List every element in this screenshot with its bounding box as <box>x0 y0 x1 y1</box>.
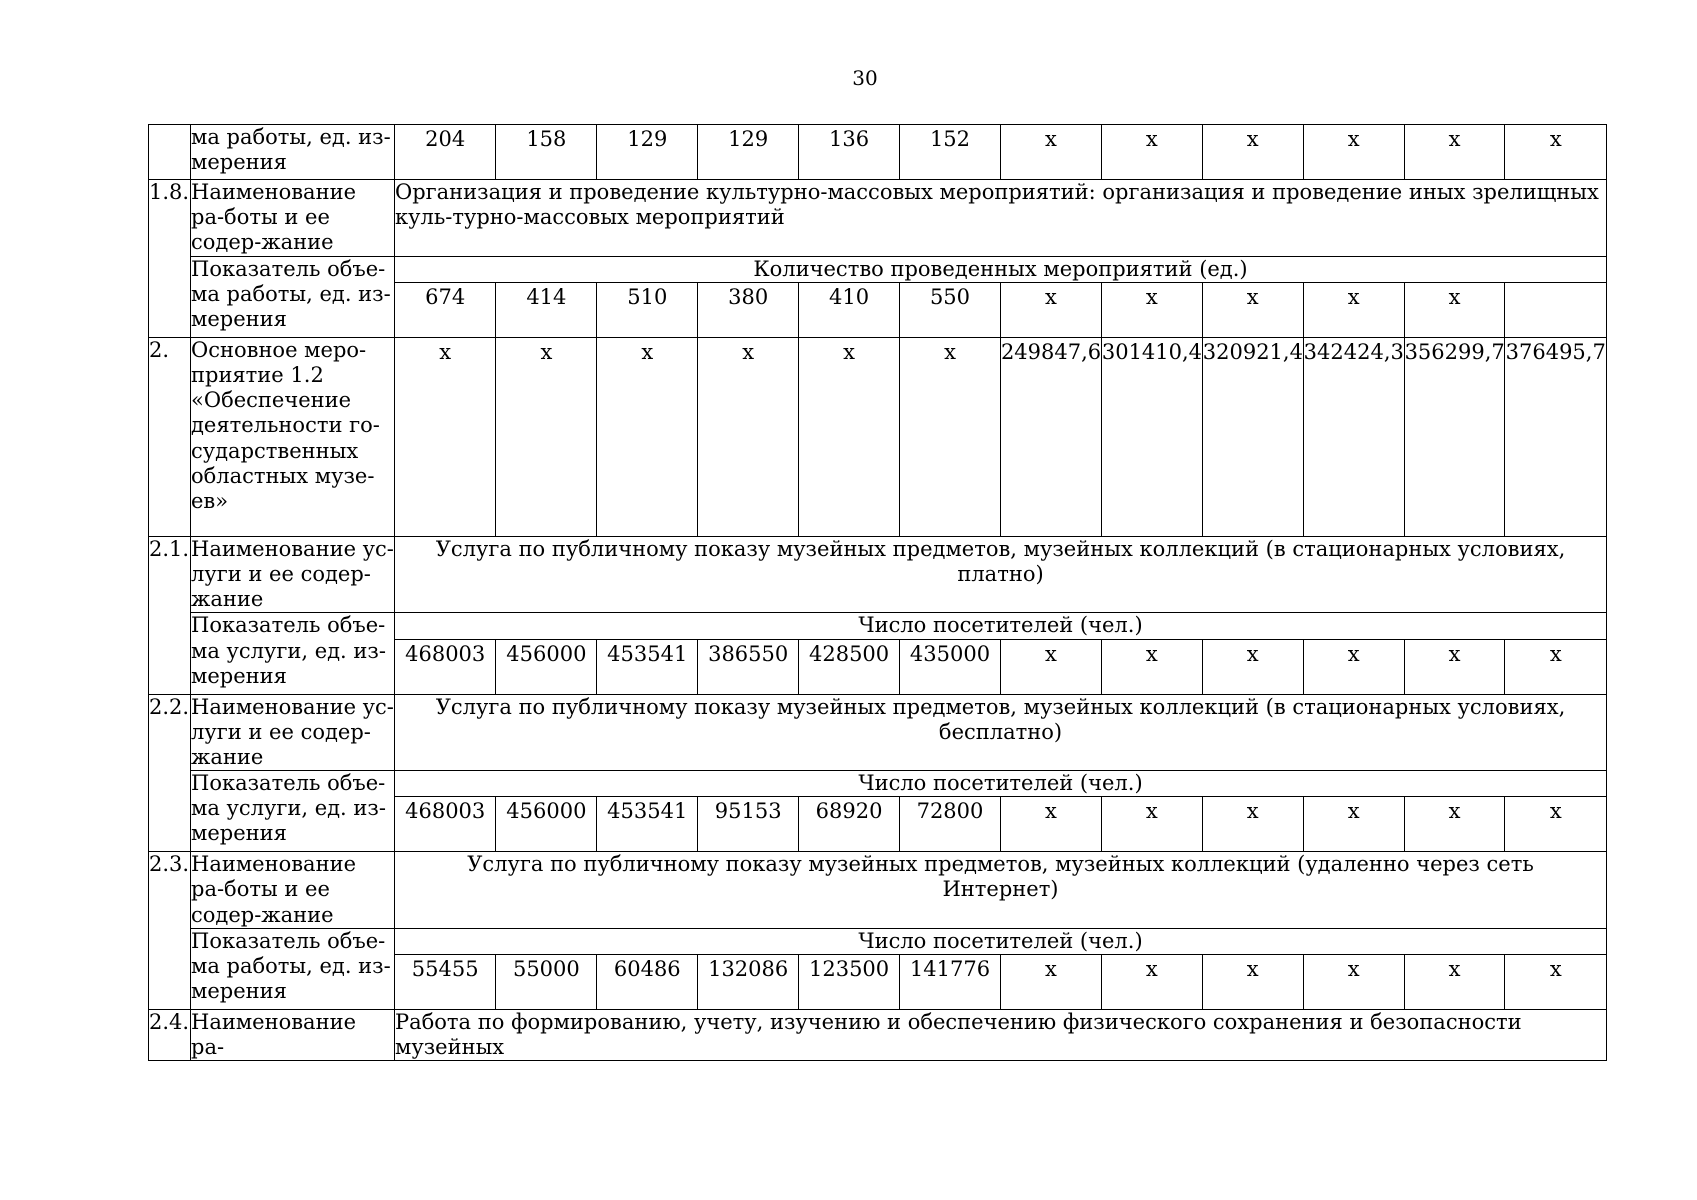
value-cell: 129 <box>597 125 698 179</box>
value-cell: 60486 <box>597 955 698 1009</box>
work-description: Работа по формированию, учету, изучению и обеспечению физического сохранения и безопасности музейных <box>395 1010 1607 1061</box>
row-label: Наименование ра- <box>191 1010 395 1061</box>
value-cell: х <box>1202 283 1303 337</box>
value-cell: х <box>1101 797 1202 851</box>
value-cell: 456000 <box>496 797 597 851</box>
value-cell: 55000 <box>496 955 597 1009</box>
row-number: 2.2. <box>149 694 191 852</box>
value-cell: х <box>1404 125 1505 179</box>
value-cell: х <box>1000 283 1101 337</box>
values-grid <box>395 283 1606 337</box>
row-number: 2.4. <box>149 1010 191 1061</box>
values-grid <box>395 125 1606 179</box>
value-cell: 72800 <box>900 797 1001 851</box>
table-row <box>149 536 1607 613</box>
values-grid <box>395 797 1606 851</box>
value-cell: 320921,4 <box>1202 338 1303 536</box>
row-label: Показатель объе-ма услуги, ед. из-мерения <box>191 771 395 852</box>
value-cell: х <box>1303 797 1404 851</box>
value-cell: х <box>1505 640 1606 694</box>
work-description: Организация и проведение культурно-массовых мероприятий: организация и проведение иных зрелищных куль-турно-массовых мероприятий <box>395 180 1607 257</box>
value-cell: х <box>1101 125 1202 179</box>
value-cell: 132086 <box>698 955 799 1009</box>
row-number: 2.3. <box>149 852 191 1010</box>
indicator-name: Число посетителей (чел.) <box>395 928 1607 954</box>
value-cell: 435000 <box>900 640 1001 694</box>
value-cell: 550 <box>900 283 1001 337</box>
table-row <box>149 613 1607 639</box>
indicators-table <box>148 124 1607 1061</box>
value-cell: х <box>1000 797 1101 851</box>
values-grid <box>395 338 1606 536</box>
row-number: 1.8. <box>149 180 191 338</box>
service-description: Услуга по публичному показу музейных предметов, музейных коллекций (в стационарных условиях, платно) <box>395 536 1607 613</box>
value-cell: х <box>799 338 900 536</box>
value-cell: 158 <box>496 125 597 179</box>
value-cell: 453541 <box>597 797 698 851</box>
value-cell: 95153 <box>698 797 799 851</box>
row-label: Показатель объе-ма услуги, ед. из-мерения <box>191 613 395 694</box>
value-cell: х <box>1202 955 1303 1009</box>
table-row <box>149 125 1607 180</box>
service-description: Услуга по публичному показу музейных предметов, музейных коллекций (удаленно через сеть Интернет) <box>395 852 1607 929</box>
value-cell: 428500 <box>799 640 900 694</box>
value-cell: 249847,6 <box>1000 338 1101 536</box>
table-row <box>149 337 1607 536</box>
value-cell: 129 <box>698 125 799 179</box>
value-cell: х <box>1000 640 1101 694</box>
value-cell: 386550 <box>698 640 799 694</box>
page-number: 30 <box>852 66 878 90</box>
value-cell: 342424,3 <box>1303 338 1404 536</box>
row-label: Наименование ус-луги и ее содер-жание <box>191 694 394 769</box>
value-cell: х <box>1303 283 1404 337</box>
row-label: Наименование ра-боты и ее содер-жание <box>191 180 395 257</box>
value-cell: 68920 <box>799 797 900 851</box>
value-cell: х <box>1505 955 1606 1009</box>
row-number: 2. <box>149 337 191 536</box>
value-cell: х <box>900 338 1001 536</box>
table-row <box>149 771 1607 797</box>
value-cell: х <box>1505 797 1606 851</box>
value-cell: х <box>1202 125 1303 179</box>
value-cell: х <box>1202 640 1303 694</box>
indicator-name: Число посетителей (чел.) <box>395 771 1607 797</box>
row-label: Наименование ус-луги и ее содер-жание <box>191 536 394 612</box>
value-cell: 380 <box>698 283 799 337</box>
value-cell: 123500 <box>799 955 900 1009</box>
value-cell: х <box>1404 283 1505 337</box>
indicator-name: Число посетителей (чел.) <box>395 613 1607 639</box>
value-cell: х <box>496 338 597 536</box>
value-cell <box>1505 283 1606 337</box>
value-cell: х <box>439 339 452 364</box>
row-label: Основное меро-приятие 1.2 «Обеспечение деятельности го-сударственных областных музе-ев» <box>191 337 395 536</box>
value-cell: 141776 <box>900 955 1001 1009</box>
value-cell: 410 <box>799 283 900 337</box>
value-cell: 453541 <box>597 640 698 694</box>
value-cell: 468003 <box>405 641 486 666</box>
value-cell: х <box>1404 640 1505 694</box>
value-cell: х <box>597 338 698 536</box>
values-grid <box>395 640 1606 694</box>
value-cell: 376495,7 <box>1505 338 1606 536</box>
value-cell: 674 <box>425 284 466 309</box>
values-grid <box>395 955 1606 1009</box>
row-label: Показатель объе-ма работы, ед. из-мерения <box>191 928 395 1009</box>
value-cell: х <box>1505 125 1606 179</box>
value-cell: х <box>1101 640 1202 694</box>
value-cell: х <box>1202 797 1303 851</box>
value-cell: х <box>1303 125 1404 179</box>
value-cell: х <box>698 338 799 536</box>
value-cell: 510 <box>597 283 698 337</box>
row-label: Наименование ра-боты и ее содер-жание <box>191 852 395 929</box>
value-cell: 468003 <box>405 799 486 824</box>
service-description: Услуга по публичному показу музейных предметов, музейных коллекций (в стационарных условиях, бесплатно) <box>395 694 1607 771</box>
row-number: 2.1. <box>149 536 191 694</box>
table-row <box>149 694 1607 771</box>
value-cell: 204 <box>425 127 466 151</box>
value-cell: 356299,7 <box>1404 338 1505 536</box>
indicator-name: Количество проведенных мероприятий (ед.) <box>395 256 1607 282</box>
table-row <box>149 852 1607 929</box>
value-cell: х <box>1404 955 1505 1009</box>
value-cell: х <box>1000 125 1101 179</box>
value-cell: х <box>1303 640 1404 694</box>
table-row <box>149 256 1607 282</box>
table-row <box>149 180 1607 257</box>
row-label: Показатель объе-ма работы, ед. из-мерения <box>191 256 395 337</box>
table-row <box>149 1010 1607 1061</box>
value-cell: х <box>1000 955 1101 1009</box>
row-number <box>149 125 191 180</box>
value-cell: 301410,4 <box>1101 338 1202 536</box>
value-cell: х <box>1404 797 1505 851</box>
value-cell: х <box>1101 283 1202 337</box>
value-cell: х <box>1303 955 1404 1009</box>
value-cell: 136 <box>799 125 900 179</box>
row-label: ма работы, ед. из-мерения <box>191 125 395 180</box>
table-row <box>149 928 1607 954</box>
value-cell: х <box>1101 955 1202 1009</box>
value-cell: 55455 <box>411 957 479 981</box>
value-cell: 152 <box>900 125 1001 179</box>
value-cell: 414 <box>496 283 597 337</box>
value-cell: 456000 <box>496 640 597 694</box>
